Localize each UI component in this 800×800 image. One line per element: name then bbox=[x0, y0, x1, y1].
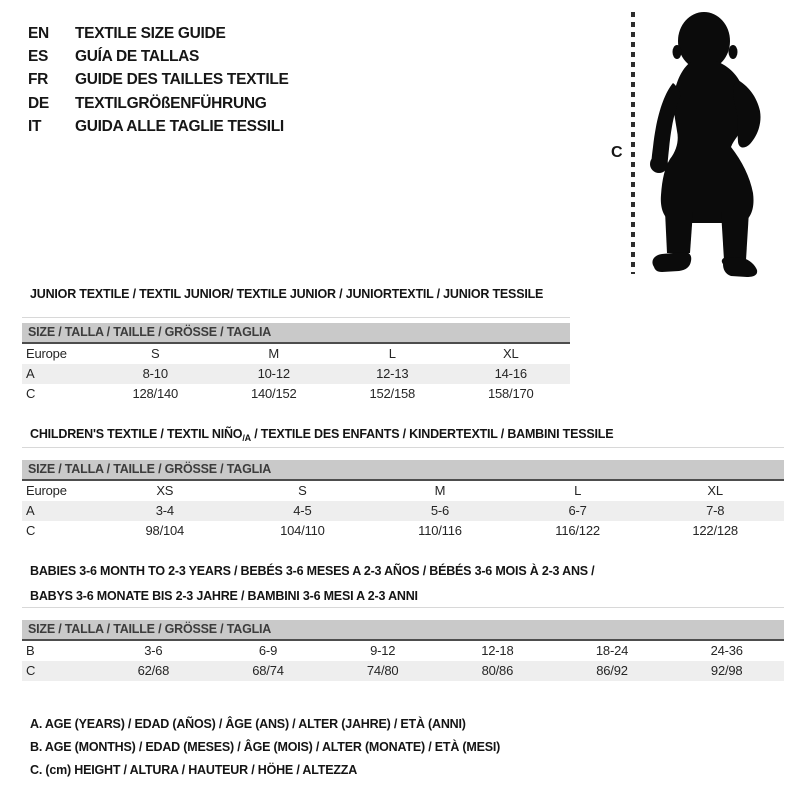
babies-size-table bbox=[22, 607, 784, 681]
title-part: CHILDREN'S TEXTILE / TEXTIL NIÑO bbox=[30, 427, 243, 441]
language-header bbox=[28, 22, 289, 138]
height-cell: 92/98 bbox=[710, 663, 743, 678]
height-cell: 68/74 bbox=[252, 663, 284, 678]
age-cell: 3-4 bbox=[155, 503, 174, 518]
height-cell: 158/170 bbox=[487, 386, 534, 401]
row-label: Europe bbox=[26, 346, 67, 361]
age-cell: 4-5 bbox=[293, 503, 312, 518]
row-label: A bbox=[26, 503, 35, 518]
size-cell: XL bbox=[502, 346, 519, 361]
lang-row-es bbox=[28, 45, 289, 68]
height-cell: 152/158 bbox=[369, 386, 416, 401]
size-cell: XS bbox=[156, 483, 174, 498]
age-cell: 12-18 bbox=[481, 643, 514, 658]
babies-textile-title bbox=[30, 559, 730, 609]
table-row bbox=[22, 521, 784, 541]
lang-label: GUIDE DES TAILLES TEXTILE bbox=[75, 71, 289, 89]
height-cell: 116/122 bbox=[555, 523, 600, 538]
row-label: C bbox=[26, 523, 36, 538]
table-top-rule bbox=[22, 317, 570, 318]
size-cell: S bbox=[298, 483, 307, 498]
age-cell: 10-12 bbox=[257, 366, 290, 381]
table-row bbox=[22, 641, 784, 661]
lang-row-en bbox=[28, 22, 289, 45]
lang-row-it bbox=[28, 115, 289, 138]
height-measure-dashed-line bbox=[631, 12, 635, 274]
lang-row-de bbox=[28, 92, 289, 115]
lang-code: EN bbox=[28, 25, 49, 42]
height-cell: 110/116 bbox=[418, 523, 462, 538]
size-cell: L bbox=[388, 346, 396, 361]
height-cell: 122/128 bbox=[692, 523, 738, 538]
junior-size-table bbox=[22, 317, 570, 404]
table-top-rule bbox=[22, 607, 784, 608]
age-cell: 24-36 bbox=[710, 643, 743, 658]
lang-code: DE bbox=[28, 94, 49, 112]
age-cell: 5-6 bbox=[430, 503, 450, 518]
toddler-silhouette-icon bbox=[646, 9, 766, 277]
lang-code: FR bbox=[28, 71, 49, 89]
lang-label: GUÍA DE TALLAS bbox=[75, 48, 200, 66]
table-row bbox=[22, 481, 784, 501]
table-row bbox=[22, 501, 784, 521]
lang-label: TEXTILGRÖßENFÜHRUNG bbox=[75, 94, 267, 112]
figure-measure-label: C bbox=[611, 144, 623, 161]
lang-row-fr bbox=[28, 68, 289, 91]
age-cell: 18-24 bbox=[595, 643, 629, 658]
row-label: B bbox=[26, 643, 35, 658]
junior-textile-title: JUNIOR TEXTILE / TEXTIL JUNIOR/ TEXTILE JUNIOR / JUNIORTEXTIL / JUNIOR TESSILE bbox=[30, 287, 544, 301]
age-cell: 6-7 bbox=[568, 503, 587, 518]
age-cell: 9-12 bbox=[370, 643, 396, 658]
age-cell: 8-10 bbox=[142, 366, 168, 381]
size-cell: M bbox=[268, 346, 280, 361]
row-label: C bbox=[26, 386, 36, 401]
table-row bbox=[22, 661, 784, 681]
age-cell: 14-16 bbox=[494, 366, 527, 381]
age-cell: 7-8 bbox=[706, 503, 725, 518]
row-label: Europe bbox=[26, 483, 67, 498]
lang-label: TEXTILE SIZE GUIDE bbox=[75, 25, 226, 42]
lang-code: IT bbox=[28, 117, 42, 135]
legend-notes bbox=[30, 713, 500, 783]
height-cell: 86/92 bbox=[596, 663, 628, 678]
height-cell: 74/80 bbox=[366, 663, 399, 678]
lang-label: GUIDA ALLE TAGLIE TESSILI bbox=[75, 117, 284, 135]
childrens-size-table bbox=[22, 447, 784, 541]
size-header-bar: SIZE / TALLA / TAILLE / GRÖSSE / TAGLIA bbox=[22, 323, 570, 344]
height-cell: 98/104 bbox=[145, 523, 185, 538]
note-age-years: A. AGE (YEARS) / EDAD (AÑOS) / ÂGE (ANS) / ALTER (JAHRE) / ETÀ (ANNI) bbox=[30, 717, 466, 731]
title-part: / TEXTILE DES ENFANTS / KINDERTEXTIL / BAMBINI TESSILE bbox=[250, 427, 614, 441]
size-header-bar: SIZE / TALLA / TAILLE / GRÖSSE / TAGLIA bbox=[22, 620, 784, 641]
size-cell: L bbox=[574, 483, 582, 498]
table-row bbox=[22, 384, 570, 404]
title-subscript: /A bbox=[242, 433, 251, 443]
note-age-months: B. AGE (MONTHS) / EDAD (MESES) / ÂGE (MOIS) / ALTER (MONATE) / ETÀ (MESI) bbox=[30, 740, 501, 755]
table-row bbox=[22, 344, 570, 364]
age-cell: 3-6 bbox=[144, 643, 163, 658]
size-header-bar: SIZE / TALLA / TAILLE / GRÖSSE / TAGLIA bbox=[22, 460, 784, 481]
note-height-cm: C. (cm) HEIGHT / ALTURA / HAUTEUR / HÖHE / ALTEZZA bbox=[30, 763, 358, 778]
row-label: C bbox=[26, 663, 36, 678]
height-cell: 80/86 bbox=[481, 663, 514, 678]
age-cell: 12-13 bbox=[376, 366, 409, 381]
table-top-rule bbox=[22, 447, 784, 448]
babies-title-line1: BABIES 3-6 MONTH TO 2-3 YEARS / BEBÉS 3-6 MESES A 2-3 AÑOS / BÉBÉS 3-6 MOIS À 2-3 ANS / bbox=[30, 564, 595, 578]
babies-title-line2: BABYS 3-6 MONATE BIS 2-3 JAHRE / BAMBINI 3-6 MESI A 2-3 ANNI bbox=[30, 589, 418, 603]
table-row bbox=[22, 364, 570, 384]
height-cell: 62/68 bbox=[137, 663, 170, 678]
size-cell: M bbox=[434, 483, 446, 498]
height-cell: 140/152 bbox=[250, 386, 297, 401]
height-cell: 104/110 bbox=[280, 523, 325, 538]
size-cell: XL bbox=[707, 483, 723, 498]
childrens-textile-title bbox=[30, 427, 613, 443]
age-cell: 6-9 bbox=[258, 643, 278, 658]
lang-code: ES bbox=[28, 48, 49, 66]
row-label: A bbox=[26, 366, 35, 381]
height-cell: 128/140 bbox=[132, 386, 179, 401]
size-cell: S bbox=[151, 346, 160, 361]
